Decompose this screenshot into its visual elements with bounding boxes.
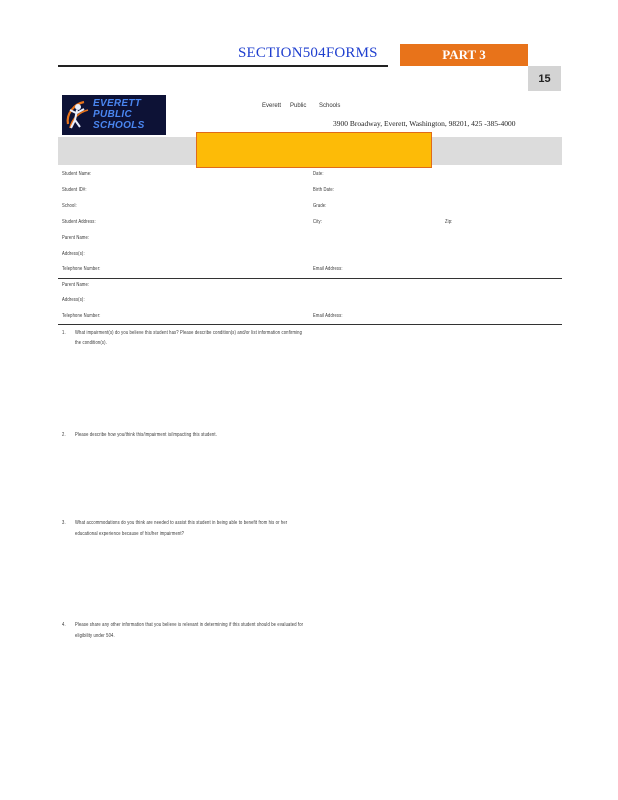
question-3-text: What accommodations do you think are needed to assist this student in being able to benefit from his or her [75,520,288,526]
question-3-text-cont: educational experience because of his/her impairment? [75,531,185,537]
telephone-label: Telephone Number: [62,266,101,272]
email-label-2: Email Address: [313,313,343,319]
student-id-label: Student ID#: [62,187,87,193]
form-title-box [196,132,432,168]
logo-text-line2: PUBLIC [93,109,133,120]
question-1-text-cont: the condition(s). [75,340,107,346]
parent-address-label: Address(s): [62,251,85,257]
question-2-text: Please describe how you/think this/impairment is/impacting this student. [75,432,217,438]
question-4-text: Please share any other information that you believe is relevant in determining if this student should be evaluated for [75,622,304,628]
section-divider [58,324,562,325]
city-label: City: [313,219,322,225]
title-underline [58,65,388,67]
school-name-word3: Schools [319,103,341,109]
student-name-label: Student Name: [62,171,92,177]
question-4-number: 4. [62,622,66,628]
zip-label: Zip: [445,219,453,225]
birth-date-label: Birth Date: [313,187,335,193]
school-name-word2: Public [290,103,307,109]
question-1-number: 1. [62,330,66,336]
parent-name-label-2: Parent Name: [62,282,90,288]
logo-text-line1: EVERETT [93,98,142,109]
school-address: 3900 Broadway, Everett, Washington, 98201, 425 -385-4000 [333,119,516,128]
logo-text-line3: SCHOOLS [93,120,145,131]
part-badge: PART 3 [400,44,528,66]
question-1-text: What impairment(s) do you believe this student has? Please describe condition(s) and/or list information confirming [75,330,303,336]
school-name-word1: Everett [262,103,282,109]
logo-swirl-icon [64,98,90,132]
email-label: Email Address: [313,266,343,272]
parent-name-label: Parent Name: [62,235,90,241]
question-4-text-cont: eligibility under 504. [75,633,115,639]
section-divider [58,278,562,279]
telephone-label-2: Telephone Number: [62,313,101,319]
page-number: 15 [528,66,561,91]
school-label: School: [62,203,77,209]
date-label: Date: [313,171,324,177]
question-3-number: 3. [62,520,66,526]
question-2-number: 2. [62,432,66,438]
grade-label: Grade: [313,203,327,209]
parent-address-label-2: Address(s): [62,297,85,303]
school-logo [62,95,166,135]
document-title: SECTION504FORMS [238,45,378,61]
student-address-label: Student Address: [62,219,96,225]
